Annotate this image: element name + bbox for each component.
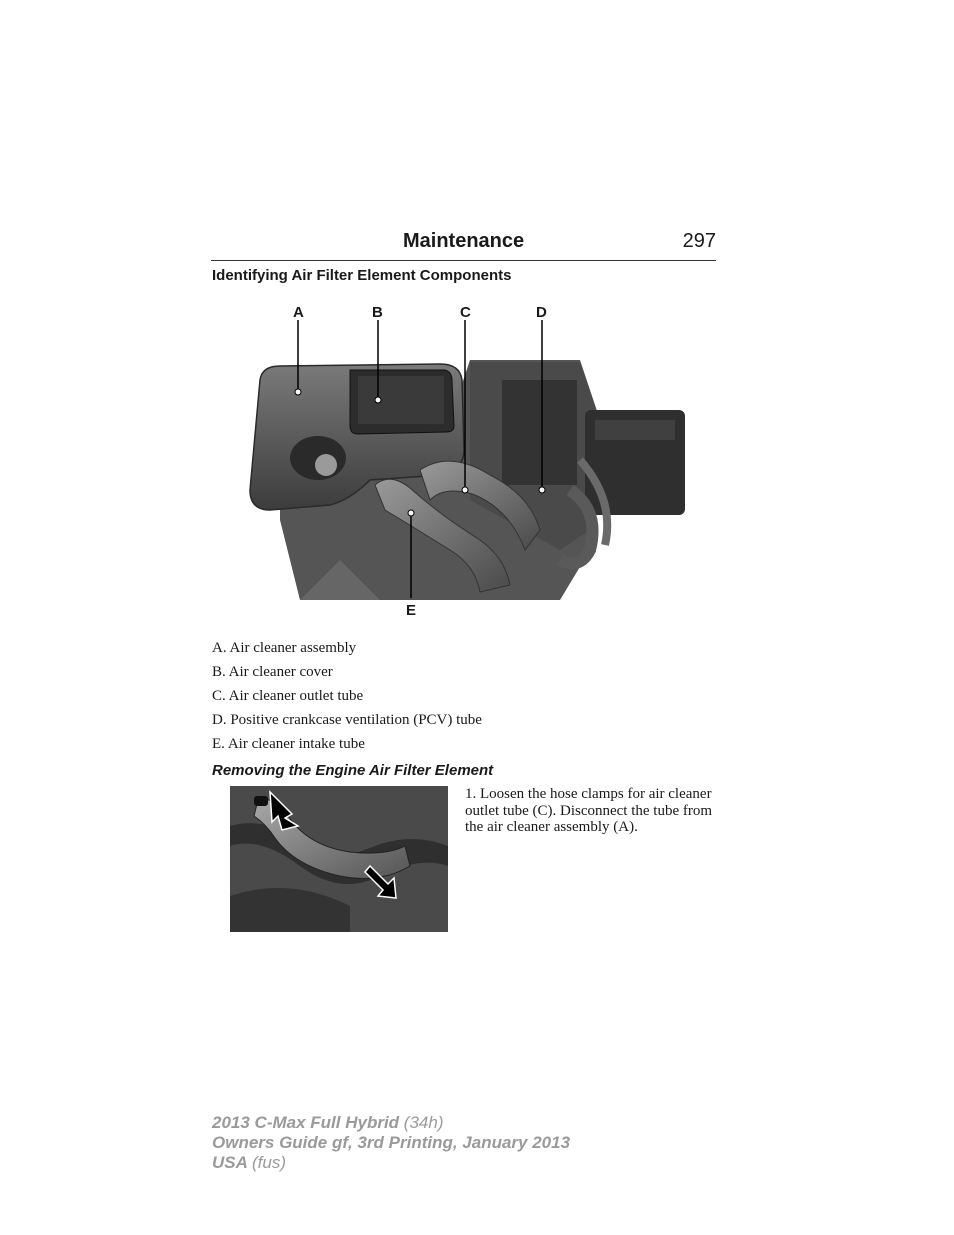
page-header xyxy=(211,226,716,261)
page-footer xyxy=(212,1113,570,1173)
engine-components-illustration xyxy=(240,300,700,620)
callout-b: B xyxy=(372,304,383,321)
callout-a: A xyxy=(293,304,304,321)
outlet-tube-illustration xyxy=(230,786,448,932)
footer-market-code: (fus) xyxy=(252,1153,286,1172)
callout-c: C xyxy=(460,304,471,321)
footer-model-code: (34h) xyxy=(403,1113,444,1132)
list-item: A. Air cleaner assembly xyxy=(212,640,357,656)
footer-market: USA xyxy=(212,1153,248,1172)
list-item: C. Air cleaner outlet tube xyxy=(212,688,364,704)
components-heading: Identifying Air Filter Element Components xyxy=(212,267,512,284)
removing-heading: Removing the Engine Air Filter Element xyxy=(212,762,494,779)
page-number: 297 xyxy=(682,230,716,252)
callout-d: D xyxy=(536,304,547,321)
list-item: D. Positive crankcase ventilation (PCV) tube xyxy=(212,712,482,728)
section-title: Maintenance xyxy=(403,230,525,252)
step-1-text: 1. Loosen the hose clamps for air cleaner outlet tube (C). Disconnect the tube from the air cleaner assembly (A). xyxy=(465,786,713,835)
list-item: E. Air cleaner intake tube xyxy=(212,736,365,752)
list-item: B. Air cleaner cover xyxy=(212,664,333,680)
footer-model: 2013 C-Max Full Hybrid xyxy=(212,1113,400,1132)
footer-guide: Owners Guide gf, 3rd Printing, January 2013 xyxy=(212,1133,571,1152)
callout-e: E xyxy=(406,602,417,619)
component-list xyxy=(212,638,482,758)
